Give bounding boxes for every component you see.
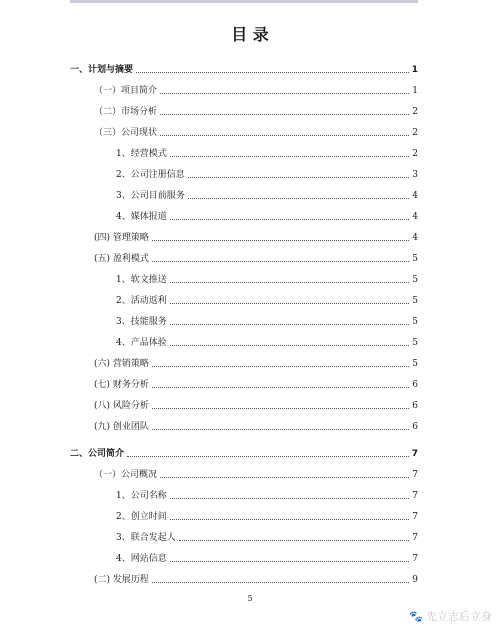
toc-leader-dots — [170, 156, 410, 157]
toc-entry — [94, 463, 418, 481]
page-number: 5 — [247, 594, 253, 603]
toc-leader-dots — [127, 456, 409, 457]
toc-entry-label: (二) 发展历程 — [94, 575, 149, 585]
watermark — [409, 608, 492, 624]
toc-entry — [116, 142, 418, 160]
toc-entry — [94, 415, 418, 433]
paw-icon: 🐾 — [409, 610, 423, 623]
toc-entry — [94, 394, 418, 412]
toc-leader-dots — [188, 198, 410, 199]
toc-entry-page: 9 — [412, 575, 418, 585]
toc-entry — [94, 226, 418, 244]
toc-entry-label: 1、公司名称 — [116, 491, 167, 501]
toc-entry-label: 4、媒体报道 — [116, 212, 167, 222]
toc-entry — [116, 526, 418, 544]
toc-entry-page: 2 — [412, 149, 418, 159]
toc-leader-dots — [160, 477, 409, 478]
toc-entry — [116, 331, 418, 349]
toc-leader-dots — [152, 366, 409, 367]
watermark-text: 先立志后立身 — [426, 610, 492, 623]
toc-entry-label: 二、公司简介 — [70, 449, 125, 459]
toc-entry-label: 4、产品体验 — [116, 338, 167, 348]
toc-leader-dots — [152, 429, 409, 430]
toc-entry-page: 7 — [412, 533, 418, 543]
toc-entry — [116, 310, 418, 328]
toc-entry-label: (五) 盈利模式 — [94, 254, 149, 264]
toc-entry — [116, 505, 418, 523]
toc-entry — [116, 289, 418, 307]
toc-leader-dots — [160, 93, 409, 94]
toc-leader-dots — [152, 582, 409, 583]
toc-entry-label: 3、公司目前服务 — [116, 191, 185, 201]
toc-entry-label: （二）市场分析 — [94, 107, 158, 117]
toc-leader-dots — [160, 114, 409, 115]
toc-entry-label: （一）公司概况 — [94, 470, 158, 480]
toc-entry-label: 2、创立时间 — [116, 512, 167, 522]
toc-entry — [94, 373, 418, 391]
toc-entry-page: 5 — [412, 359, 418, 369]
toc-leader-dots — [152, 240, 409, 241]
toc-entry-page: 5 — [412, 275, 418, 285]
toc-entry-page: 5 — [412, 296, 418, 306]
toc-leader-dots — [136, 72, 409, 73]
toc-entry — [94, 247, 418, 265]
toc-entry — [116, 484, 418, 502]
toc-leader-dots — [170, 282, 410, 283]
toc-entry-page: 7 — [412, 554, 418, 564]
toc-entry — [116, 547, 418, 565]
toc-entry-label: 一、计划与摘要 — [70, 65, 134, 75]
toc-entry-page: 3 — [412, 170, 418, 180]
toc-entry-label: 1、经营模式 — [116, 149, 167, 159]
toc-entry-page: 7 — [412, 491, 418, 501]
toc-leader-dots — [179, 540, 410, 541]
toc-entry-label: (四) 管理策略 — [94, 233, 149, 243]
toc-leader-dots — [188, 177, 410, 178]
toc-entry-page: 1 — [412, 86, 418, 96]
toc-entry — [70, 442, 418, 460]
toc-entry — [116, 184, 418, 202]
toc-entry — [94, 79, 418, 97]
toc-leader-dots — [160, 135, 409, 136]
toc-entry-label: (六) 营销策略 — [94, 359, 149, 369]
toc-leader-dots — [170, 498, 410, 499]
toc-leader-dots — [170, 219, 410, 220]
toc-entry-label: 2、活动返利 — [116, 296, 167, 306]
toc-entry-page: 2 — [412, 128, 418, 138]
toc-entry — [116, 163, 418, 181]
toc-entry-page: 6 — [412, 422, 418, 432]
top-rule — [70, 0, 418, 3]
toc-entry-label: （一）项目简介 — [94, 86, 158, 96]
toc-entry-page: 4 — [412, 233, 418, 243]
toc-entry-label: (九) 创业团队 — [94, 422, 149, 432]
toc-leader-dots — [170, 519, 410, 520]
toc-entry-label: (八) 风险分析 — [94, 401, 149, 411]
toc-leader-dots — [170, 561, 410, 562]
toc-entry-page: 7 — [411, 449, 418, 459]
toc-entry — [94, 568, 418, 586]
toc-entry — [116, 205, 418, 223]
toc-entry-page: 7 — [412, 512, 418, 522]
toc-entry-page: 5 — [412, 317, 418, 327]
toc-entry-label: 2、公司注册信息 — [116, 170, 185, 180]
toc-entry — [116, 268, 418, 286]
toc-leader-dots — [170, 324, 410, 325]
toc-entry — [70, 58, 418, 76]
toc-entry-page: 5 — [412, 338, 418, 348]
toc-leader-dots — [152, 261, 409, 262]
toc-leader-dots — [170, 303, 410, 304]
toc-entry-page: 7 — [412, 470, 418, 480]
toc-entry-label: 1、软文推送 — [116, 275, 167, 285]
toc-entry-page: 5 — [412, 254, 418, 264]
toc-entry — [94, 121, 418, 139]
toc-entry-label: (七) 财务分析 — [94, 380, 149, 390]
toc-entry-page: 4 — [412, 191, 418, 201]
toc-entry-page: 4 — [412, 212, 418, 222]
toc-entry — [94, 100, 418, 118]
toc-entry-page: 6 — [412, 401, 418, 411]
toc-entry-label: 3、技能服务 — [116, 317, 167, 327]
toc-entry-label: 3、联合发起人 — [116, 533, 176, 543]
toc-leader-dots — [170, 345, 410, 346]
page-title: 目 录 — [231, 25, 269, 44]
toc-entry — [94, 352, 418, 370]
toc-entry-label: 4、网站信息 — [116, 554, 167, 564]
toc-leader-dots — [152, 387, 409, 388]
toc-entry-page: 1 — [411, 65, 418, 75]
toc-entry-label: （三）公司现状 — [94, 128, 158, 138]
toc-entry-page: 2 — [412, 107, 418, 117]
toc-leader-dots — [152, 408, 409, 409]
toc-entry-page: 6 — [412, 380, 418, 390]
